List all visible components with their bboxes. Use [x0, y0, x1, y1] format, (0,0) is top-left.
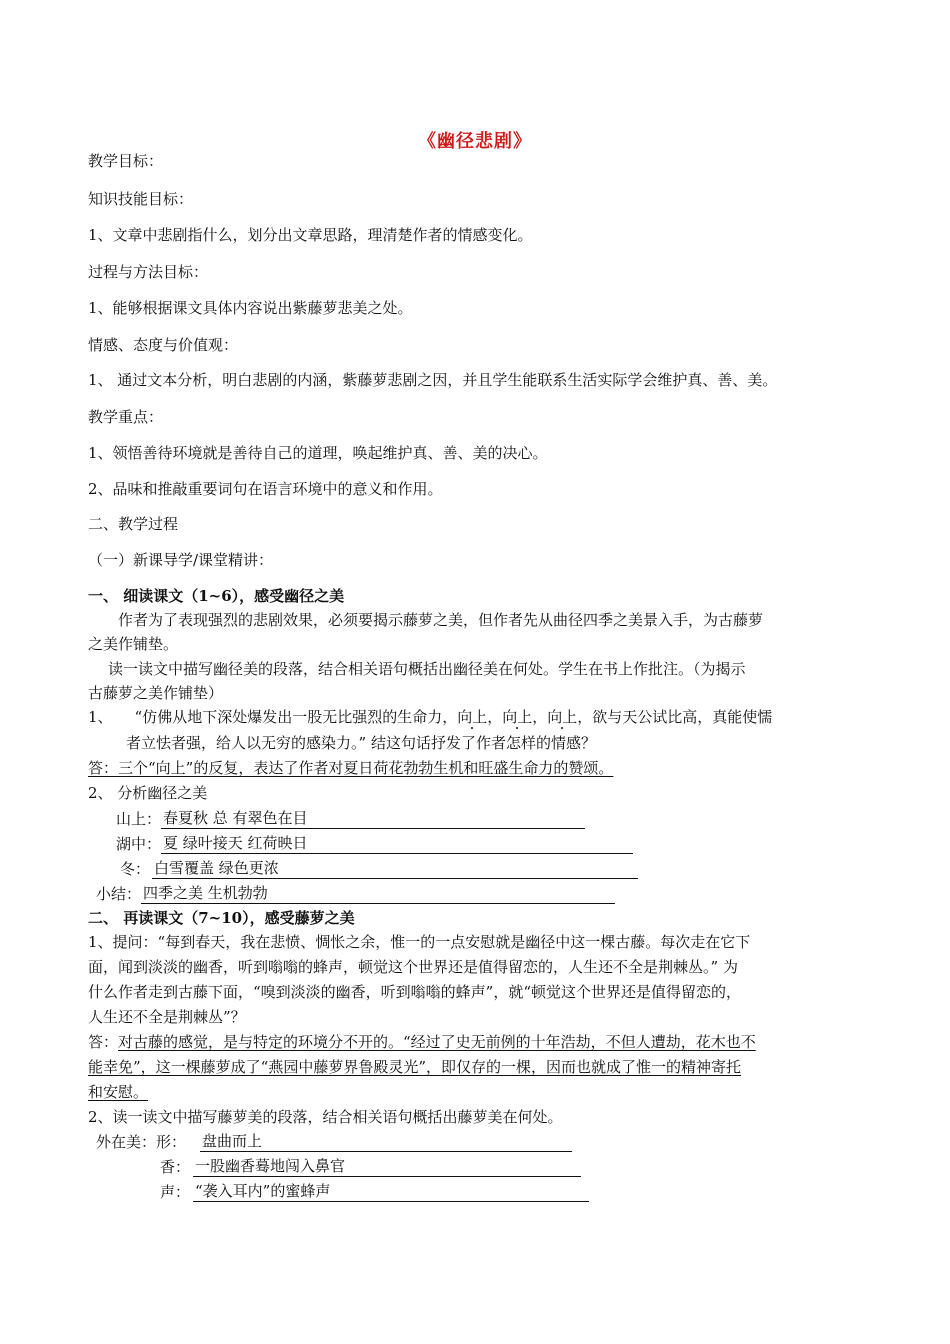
knowledge-heading: 知识技能目标： — [88, 190, 194, 208]
section2-question1-line3: 什么作者走到古藤下面，“嗅到淡淡的幽香，听到嗡嗡的蜂声”，就“顿觉这个世界还是值得留恋的， — [88, 983, 742, 1001]
emphasis-up-2: 向上 — [502, 708, 533, 726]
key-points-heading: 教学重点： — [88, 408, 164, 426]
answer-prefix: 答： — [88, 1033, 119, 1051]
section1-heading: 一、 细读课文（1~6），感受幽径之美 — [88, 587, 345, 605]
section2-question1-line2: 面，闻到淡淡的幽香，听到嗡嗡的蜂声，顿觉这个世界还是值得留恋的，人生还不全是荆棘丛。” 为 — [88, 958, 738, 976]
section1-para1-line2: 之美作铺垫。 — [88, 635, 179, 653]
process-item-1: 1、能够根据课文具体内容说出紫藤萝悲美之处。 — [88, 299, 413, 317]
section2-answer1-line1: 答：对古藤的感觉，是与特定的环境分不开的。“经过了史无前例的十年浩劫，不但人遭劫，花木也不 — [88, 1033, 756, 1051]
winter-label: 冬： — [120, 860, 151, 878]
summary-label: 小结： — [96, 885, 142, 903]
section1-para2-line2: 古藤萝之美作铺垫） — [88, 684, 224, 702]
mountain-label: 山上： — [116, 810, 162, 828]
shape-answer: 盘曲而上 — [200, 1131, 572, 1152]
section1-question1-line2: 者立怯者强，给人以无穷的感染力。” 结这句话抒发了作者怎样的情感？ — [126, 734, 596, 752]
question1-number: 1、 — [88, 708, 113, 726]
section1-question1-line1: 1、 “仿佛从地下深处爆发出一股无比强烈的生命力，向上，向上，向上，欲与天公试比高，真能使懦 — [88, 708, 773, 726]
key-point-1: 1、领悟善待环境就是善待自己的道理，唤起维护真、善、美的决心。 — [88, 444, 548, 462]
section2-question2: 2、读一读文中描写藤萝美的段落，结合相关语句概括出藤萝美在何处。 — [88, 1108, 563, 1126]
emotion-item-1: 1、 通过文本分析，明白悲剧的内涵，紫藤萝悲剧之因，并且学生能联系生活实际学会维护真、善、美。 — [88, 371, 778, 389]
lake-answer: 夏 绿叶接天 红荷映日 — [161, 833, 633, 854]
emphasis-up-1: 向上 — [457, 708, 488, 726]
winter-answer: 白雪覆盖 绿色更浓 — [152, 858, 638, 879]
knowledge-item-1: 1、文章中悲剧指什么，划分出文章思路，理清楚作者的情感变化。 — [88, 226, 533, 244]
process-sub-heading: （一）新课导学/课堂精讲： — [88, 551, 274, 569]
sound-answer: “袭入耳内”的蜜蜂声 — [193, 1181, 589, 1202]
question1-text-b: ，欲与天公试比高，真能使懦 — [577, 708, 773, 726]
objectives-heading: 教学目标： — [88, 152, 164, 170]
mountain-answer: 春夏秋 总 有翠色在目 — [161, 808, 585, 829]
scent-label: 香： — [160, 1158, 191, 1176]
section2-question1-line4: 人生还不全是荆棘丛”？ — [88, 1008, 246, 1026]
key-point-2: 2、品味和推敲重要词句在语言环境中的意义和作用。 — [88, 480, 443, 498]
sound-label: 声： — [160, 1183, 191, 1201]
section1-para2-line1: 读一读文中描写幽径美的段落，结合相关语句概括出幽径美在何处。学生在书上作批注。（为揭示 — [108, 660, 746, 678]
outer-beauty-label: 外在美：形： — [96, 1133, 187, 1151]
emotion-heading: 情感、态度与价值观： — [88, 336, 239, 354]
section2-answer1-line3: 和安慰。 — [88, 1083, 149, 1101]
section2-answer1-line2: 能幸免”，这一棵藤萝成了“燕园中藤萝界鲁殿灵光”，即仅存的一棵，因而也就成了惟一的精神寄托 — [88, 1058, 742, 1076]
document-title: 《幽径悲剧》 — [418, 131, 532, 152]
summary-answer: 四季之美 生机勃勃 — [141, 883, 615, 904]
process-section-heading: 二、教学过程 — [88, 515, 179, 533]
emphasis-up-3: 向上 — [547, 708, 578, 726]
question1-text-a: “仿佛从地下深处爆发出一股无比强烈的生命力， — [134, 708, 458, 726]
process-heading: 过程与方法目标： — [88, 263, 209, 281]
section1-para1-line1: 作者为了表现强烈的悲剧效果，必须要揭示藤萝之美，但作者先从曲径四季之美景入手，为古藤萝 — [118, 611, 764, 629]
scent-answer: 一股幽香蓦地闯入鼻官 — [193, 1156, 581, 1177]
section1-question2: 2、 分析幽径之美 — [88, 784, 208, 802]
section2-heading: 二、 再读课文（7~10），感受藤萝之美 — [88, 909, 355, 927]
section2-question1-line1: 1、提问：“每到春天，我在悲愤、惆怅之余，惟一的一点安慰就是幽径中这一棵古藤。每次走在它下 — [88, 933, 751, 951]
lake-label: 湖中： — [116, 835, 162, 853]
section1-answer1: 答：三个“向上”的反复，表达了作者对夏日荷花勃勃生机和旺盛生命力的赞颂。 — [88, 759, 614, 777]
